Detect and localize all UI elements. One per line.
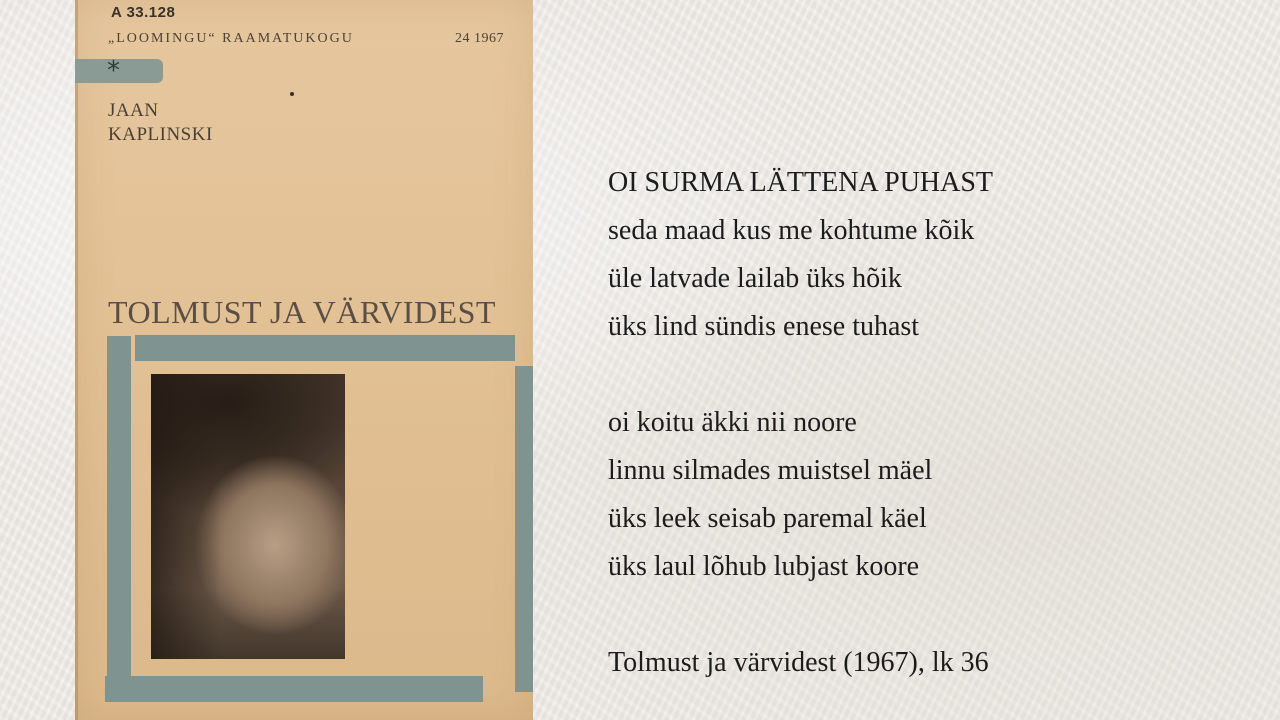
poem-text <box>608 159 1228 687</box>
author-last-name: KAPLINSKI <box>108 124 213 145</box>
stanza-gap <box>608 351 1228 399</box>
frame-bar-right <box>515 366 533 692</box>
poem-line: üle latvade lailab üks hõik <box>608 263 902 294</box>
cover-fold <box>75 0 78 720</box>
poem-line: linnu silmades muistsel mäel <box>608 455 933 486</box>
issue-number: 24 1967 <box>455 31 504 46</box>
poem-source: Tolmust ja värvidest (1967), lk 36 <box>608 647 989 678</box>
poem-line: seda maad kus me kohtume kõik <box>608 215 975 246</box>
frame-bar-left <box>107 336 131 676</box>
book-cover <box>75 0 533 720</box>
stanza-gap <box>608 591 1228 639</box>
star-icon: * <box>107 56 120 86</box>
library-catalog-number: A 33.128 <box>111 4 176 21</box>
frame-bar-top <box>135 335 515 361</box>
poem-line: üks laul lõhub lubjast koore <box>608 551 920 582</box>
frame-bar-bottom <box>105 676 483 702</box>
portrait-shadow <box>151 374 221 659</box>
author-portrait-photo <box>151 374 345 659</box>
ink-speck <box>290 92 294 96</box>
cover-title: TOLMUST JA VÄRVIDEST <box>108 294 496 330</box>
author-first-name: JAAN <box>108 100 159 121</box>
series-name: „LOOMINGU“ RAAMATUKOGU <box>108 31 354 46</box>
poem-line: üks leek seisab paremal käel <box>608 503 927 534</box>
cover-author <box>108 99 213 147</box>
poem-line: oi koitu äkki nii noore <box>608 407 857 438</box>
poem-title-line: OI SURMA LÄTTENA PUHAST <box>608 167 994 198</box>
poem-line: üks lind sündis enese tuhast <box>608 311 920 342</box>
